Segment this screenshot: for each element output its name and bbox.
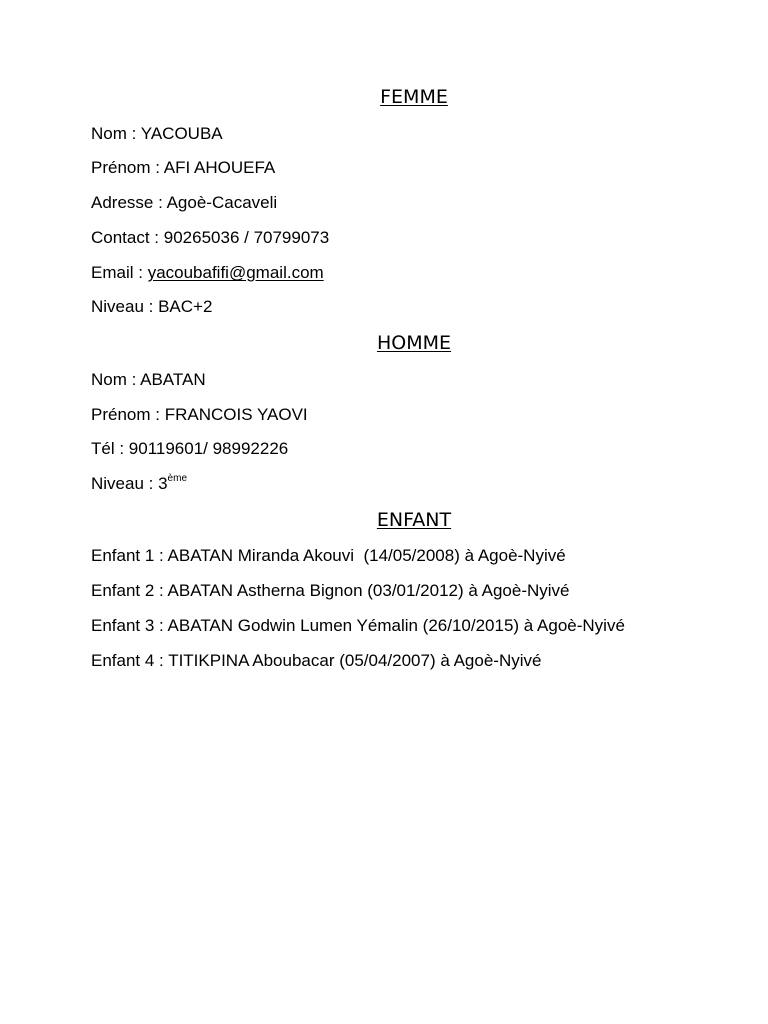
homme-tel: Tél : 90119601/ 98992226: [91, 439, 289, 458]
femme-email-label: Email :: [91, 263, 148, 282]
femme-email: [91, 262, 324, 284]
enfant-item: Enfant 2 : ABATAN Astherna Bignon (03/01/2012) à Agoè-Nyivé: [91, 581, 570, 600]
homme-niveau-label: Niveau : 3: [91, 474, 168, 493]
enfant-item: Enfant 3 : ABATAN Godwin Lumen Yémalin (26/10/2015) à Agoè-Nyivé: [91, 616, 625, 635]
enfant-item: Enfant 4 : TITIKPINA Aboubacar (05/04/2007) à Agoè-Nyivé: [91, 651, 542, 670]
homme-niveau: [91, 473, 187, 495]
homme-prenom: Prénom : FRANCOIS YAOVI: [91, 405, 308, 424]
femme-niveau: Niveau : BAC+2: [91, 297, 213, 316]
femme-heading: FEMME: [380, 86, 448, 108]
homme-nom: Nom : ABATAN: [91, 370, 206, 389]
enfant-item: Enfant 1 : ABATAN Miranda Akouvi (14/05/2008) à Agoè-Nyivé: [91, 546, 566, 565]
enfant-heading: ENFANT: [376, 509, 452, 531]
femme-adresse: Adresse : Agoè-Cacaveli: [91, 193, 278, 212]
femme-prenom: Prénom : AFI AHOUEFA: [91, 158, 276, 177]
homme-heading: HOMME: [376, 332, 452, 354]
femme-email-link[interactable]: yacoubafifi@gmail.com: [147, 263, 324, 282]
femme-nom: Nom : YACOUBA: [91, 124, 223, 143]
femme-contact: Contact : 90265036 / 70799073: [91, 228, 330, 247]
homme-niveau-superscript: ème: [167, 473, 187, 484]
